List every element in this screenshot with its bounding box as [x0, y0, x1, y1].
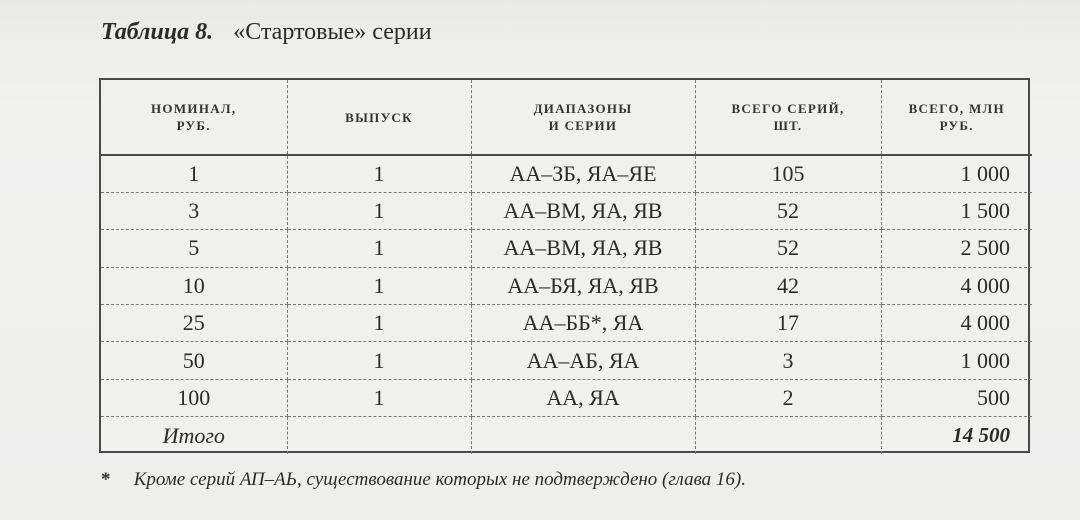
cell-ranges: АА–ББ*, ЯА — [471, 305, 695, 342]
cell-ranges: АА–АБ, ЯА — [471, 342, 695, 379]
cell-series-count: 52 — [695, 230, 881, 267]
cell-ranges: АА–ВМ, ЯА, ЯВ — [471, 230, 695, 267]
cell-ranges: АА–БЯ, ЯА, ЯВ — [471, 267, 695, 304]
table-row — [101, 342, 1032, 379]
header-ranges-line2: И СЕРИИ — [548, 118, 618, 133]
cell-issue: 1 — [287, 230, 471, 267]
cell-series-count: 52 — [695, 192, 881, 229]
total-empty-cell — [471, 417, 695, 454]
header-issue — [287, 80, 471, 155]
table-row — [101, 305, 1032, 342]
cell-issue: 1 — [287, 379, 471, 416]
cell-series-count: 3 — [695, 342, 881, 379]
series-table-grid — [101, 80, 1032, 454]
table-row — [101, 230, 1032, 267]
cell-total-amount: 1 500 — [881, 192, 1032, 229]
cell-denomination: 5 — [101, 230, 287, 267]
cell-issue: 1 — [287, 305, 471, 342]
cell-total-amount: 1 000 — [881, 342, 1032, 379]
table-body — [101, 155, 1032, 454]
total-empty-cell — [695, 417, 881, 454]
footnote — [101, 467, 746, 493]
header-denomination — [101, 80, 287, 155]
header-denomination-line2: РУБ. — [176, 118, 211, 133]
cell-denomination: 25 — [101, 305, 287, 342]
table-row — [101, 155, 1032, 192]
cell-ranges: АА, ЯА — [471, 379, 695, 416]
total-row — [101, 417, 1032, 454]
total-label: Итого — [101, 417, 287, 454]
table-row — [101, 379, 1032, 416]
header-series-count — [695, 80, 881, 155]
cell-denomination: 10 — [101, 267, 287, 304]
cell-series-count: 17 — [695, 305, 881, 342]
cell-total-amount: 2 500 — [881, 230, 1032, 267]
footnote-text: Кроме серий АП–АЬ, существование которых не подтверждено (глава 16). — [133, 469, 747, 490]
series-table — [99, 78, 1030, 453]
cell-issue: 1 — [287, 192, 471, 229]
cell-total-amount: 4 000 — [881, 305, 1032, 342]
total-empty-cell — [287, 417, 471, 454]
table-title: «Стартовые» серии — [233, 19, 432, 45]
table-caption — [101, 16, 432, 48]
cell-denomination: 50 — [101, 342, 287, 379]
header-ranges-line1: ДИАПАЗОНЫ — [533, 101, 633, 116]
cell-total-amount: 500 — [881, 379, 1032, 416]
total-value: 14 500 — [952, 423, 1010, 448]
header-series-count-line1: ВСЕГО СЕРИЙ, — [731, 101, 845, 116]
cell-ranges: АА–ВМ, ЯА, ЯВ — [471, 192, 695, 229]
table-row — [101, 267, 1032, 304]
table-header — [101, 80, 1032, 155]
cell-denomination: 100 — [101, 379, 287, 416]
cell-denomination: 1 — [101, 155, 287, 192]
cell-denomination: 3 — [101, 192, 287, 229]
cell-total-amount: 1 000 — [881, 155, 1032, 192]
table-row — [101, 192, 1032, 229]
cell-series-count: 105 — [695, 155, 881, 192]
cell-issue: 1 — [287, 155, 471, 192]
table-number: Таблица 8. — [101, 19, 214, 45]
header-ranges — [471, 80, 695, 155]
cell-total-amount: 4 000 — [881, 267, 1032, 304]
header-total-amount-line2: РУБ. — [939, 118, 974, 133]
header-denomination-line1: НОМИНАЛ, — [151, 101, 237, 116]
cell-ranges: АА–ЗБ, ЯА–ЯЕ — [471, 155, 695, 192]
footnote-mark: * — [101, 469, 111, 490]
cell-issue: 1 — [287, 267, 471, 304]
cell-series-count: 42 — [695, 267, 881, 304]
header-total-amount-line1: ВСЕГО, МЛН — [908, 101, 1005, 116]
header-total-amount — [881, 80, 1032, 155]
header-issue-line1: ВЫПУСК — [345, 109, 413, 125]
cell-series-count: 2 — [695, 379, 881, 416]
header-series-count-line2: ШТ. — [773, 118, 803, 133]
header-row — [101, 80, 1032, 155]
cell-issue: 1 — [287, 342, 471, 379]
